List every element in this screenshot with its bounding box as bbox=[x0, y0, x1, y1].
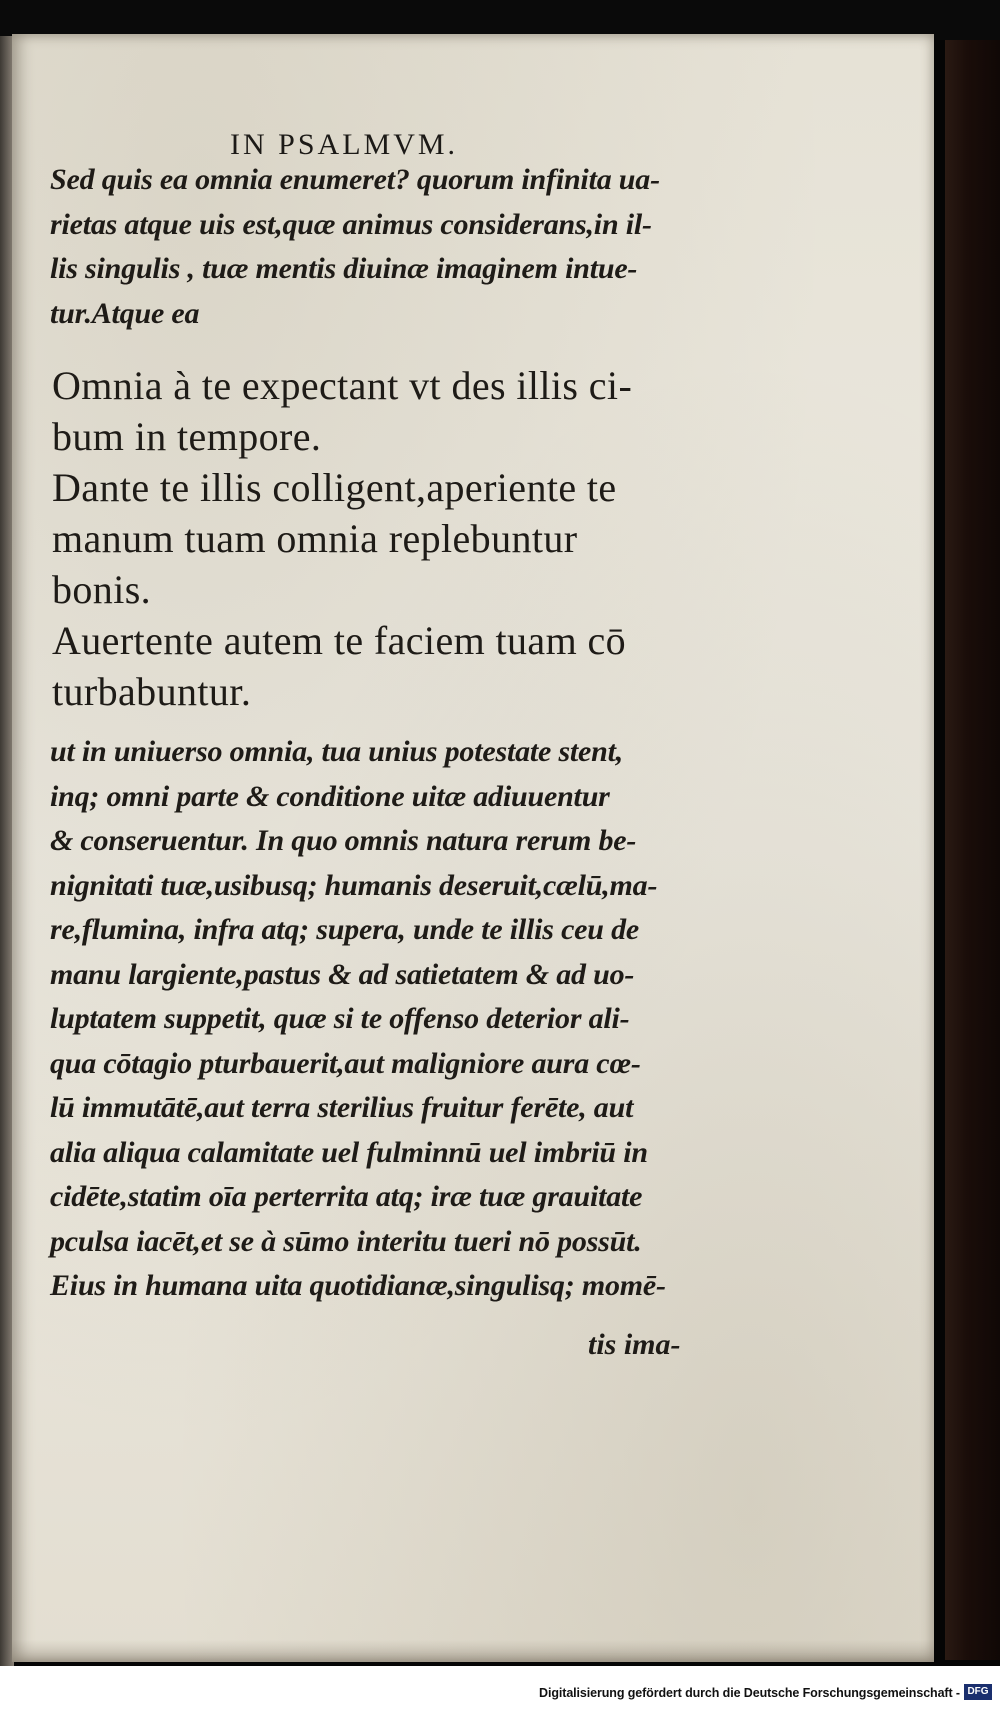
text-line: turbabuntur. bbox=[52, 669, 252, 714]
text-line: re,flumina, infra atq; supera, unde te illis ceu de bbox=[50, 913, 639, 946]
text-line: lū immutātē,aut terra sterilius fruitur ferēte, aut bbox=[50, 1091, 634, 1124]
text-line: tur.Atque ea bbox=[50, 296, 200, 330]
dfg-logo-icon: DFG bbox=[964, 1684, 992, 1700]
text-line: Sed quis ea omnia enumeret? quorum infinita ua- bbox=[50, 163, 660, 196]
commentary-bottom bbox=[50, 730, 666, 1309]
text-line: luptatem suppetit, quæ si te offenso deterior ali- bbox=[50, 1002, 630, 1035]
digitization-footer bbox=[0, 1666, 1000, 1709]
text-line: alia aliqua calamitate uel fulminnū uel imbriū in bbox=[50, 1135, 648, 1169]
text-line: cidēte,statim oīa perterrita atq; iræ tuæ grauitate bbox=[50, 1180, 643, 1213]
text-line: Omnia à te expectant vt des illis ci- bbox=[52, 363, 633, 408]
text-line: ut in uniuerso omnia, tua unius potestate stent, bbox=[50, 735, 624, 768]
text-line: nignitati tuæ,usibusq; humanis deseruit,cælū,ma- bbox=[50, 868, 658, 902]
text-line: Dante te illis colligent,aperiente te bbox=[52, 465, 617, 510]
text-line: manu largiente,pastus & ad satietatem & ad uo- bbox=[50, 957, 635, 991]
running-head: IN PSALMVM. bbox=[230, 128, 459, 161]
text-line: rietas atque uis est,quæ animus considerans,in il- bbox=[50, 207, 652, 241]
catchword: tis ima- bbox=[588, 1328, 681, 1361]
book-cover-edge bbox=[945, 40, 1000, 1660]
text-line: lis singulis , tuæ mentis diuinæ imaginem intue- bbox=[50, 252, 638, 285]
text-line: qua cōtagio pturbauerit,aut maligniore aura cœ- bbox=[50, 1046, 641, 1080]
text-line: Auertente autem te faciem tuam cō bbox=[52, 618, 627, 663]
text-line: Eius in humana uita quotidianæ,singulisq; momē- bbox=[50, 1269, 666, 1302]
text-line: bum in tempore. bbox=[52, 414, 322, 459]
text-line: manum tuam omnia replebuntur bbox=[52, 516, 578, 561]
page-bottom-shadow bbox=[12, 1640, 934, 1662]
commentary-top bbox=[50, 158, 660, 336]
psalm-verse-text bbox=[52, 360, 632, 717]
funding-credit: Digitalisierung gefördert durch die Deutsche Forschungsgemeinschaft - bbox=[539, 1686, 960, 1700]
text-line: pculsa iacēt,et se à sūmo interitu tueri nō possūt. bbox=[50, 1224, 642, 1258]
text-line: inq; omni parte & conditione uitæ adiuuentur bbox=[50, 779, 610, 813]
text-line: bonis. bbox=[52, 567, 152, 612]
text-line: & conseruentur. In quo omnis natura rerum be- bbox=[50, 824, 637, 857]
